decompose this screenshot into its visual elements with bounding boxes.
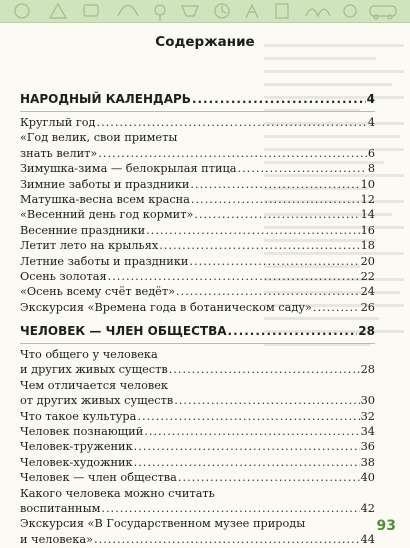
page-number: 93 xyxy=(376,518,396,534)
entry-page-number: 38 xyxy=(360,455,375,469)
toc-entry[interactable] xyxy=(20,470,375,485)
entry-title: Весенние праздники xyxy=(20,223,146,237)
dot-leader xyxy=(159,238,359,253)
section-title: НАРОДНЫЙ КАЛЕНДАРЬ xyxy=(20,92,191,106)
dot-leader xyxy=(146,223,359,238)
entry-page-number: 24 xyxy=(360,285,375,299)
banner-doodles-icon xyxy=(0,0,410,22)
entry-title: Экскурсия «Времена года в ботаническом саду» xyxy=(20,300,312,314)
entry-title: от других живых существ xyxy=(20,394,174,408)
toc-entry[interactable] xyxy=(20,238,375,253)
entry-page-number: 36 xyxy=(360,440,375,454)
dot-leader xyxy=(178,470,360,485)
dot-leader xyxy=(101,501,359,516)
dot-leader xyxy=(194,207,359,222)
dot-leader xyxy=(192,90,366,109)
dot-leader xyxy=(189,254,359,269)
entry-page-number: 4 xyxy=(367,115,375,129)
dot-leader xyxy=(174,393,359,408)
entry-title: Что такое культура xyxy=(20,409,137,423)
entry-title: Зимние заботы и праздники xyxy=(20,177,190,191)
toc-entry[interactable] xyxy=(20,284,375,299)
entry-title: «Год велик, свои приметы xyxy=(20,131,178,145)
section-gap xyxy=(20,315,375,322)
entry-page-number: 30 xyxy=(360,394,375,408)
entry-page-number: 42 xyxy=(360,501,375,515)
dot-leader xyxy=(137,409,359,424)
toc-entry[interactable] xyxy=(20,177,375,192)
dot-leader xyxy=(313,300,360,315)
section-page-number: 4 xyxy=(366,92,375,106)
toc-entry[interactable] xyxy=(20,146,375,161)
dot-leader xyxy=(228,322,358,341)
entry-page-number: 14 xyxy=(360,208,375,222)
entry-page-number: 44 xyxy=(360,532,375,546)
section-divider xyxy=(20,111,375,112)
entry-title: Человек — член общества xyxy=(20,471,177,485)
toc-entry[interactable] xyxy=(20,115,375,130)
dot-leader xyxy=(190,177,359,192)
entry-page-number: 12 xyxy=(360,192,375,206)
entry-title: Человек-труженик xyxy=(20,440,133,454)
entry-title: Осень золотая xyxy=(20,269,107,283)
entry-page-number: 10 xyxy=(360,177,375,191)
entry-title: Чем отличается человек xyxy=(20,378,168,392)
toc-section-heading[interactable] xyxy=(20,322,375,341)
entry-page-number: 22 xyxy=(360,269,375,283)
entry-title: «Весенний день год кормит» xyxy=(20,208,194,222)
dot-leader xyxy=(134,439,360,454)
toc-entry[interactable] xyxy=(20,161,375,176)
entry-title: Экскурсия «В Государственном музее природы xyxy=(20,517,306,531)
section-divider xyxy=(20,343,375,344)
entry-title: Зимушка-зима — белокрылая птица xyxy=(20,162,237,176)
decorative-banner xyxy=(0,0,410,23)
toc-entry-line[interactable] xyxy=(20,130,375,145)
toc-entry[interactable] xyxy=(20,532,375,547)
toc-entry[interactable] xyxy=(20,501,375,516)
toc-entry[interactable] xyxy=(20,455,375,470)
toc-entry[interactable] xyxy=(20,439,375,454)
entry-title: воспитанным xyxy=(20,501,101,515)
dot-leader xyxy=(191,192,360,207)
toc-entry[interactable] xyxy=(20,254,375,269)
toc-entry[interactable] xyxy=(20,424,375,439)
entry-page-number: 20 xyxy=(360,254,375,268)
toc-entry-line[interactable] xyxy=(20,347,375,362)
table-of-contents xyxy=(20,90,375,547)
entry-page-number: 32 xyxy=(360,409,375,423)
toc-entry[interactable] xyxy=(20,393,375,408)
entry-title: и человека» xyxy=(20,532,94,546)
entry-page-number: 40 xyxy=(360,471,375,485)
toc-entry[interactable] xyxy=(20,362,375,377)
entry-title: Человек-художник xyxy=(20,455,133,469)
entry-title: Летит лето на крыльях xyxy=(20,239,159,253)
entry-page-number: 6 xyxy=(367,146,375,160)
entry-page-number: 8 xyxy=(367,162,375,176)
entry-title: Круглый год xyxy=(20,115,96,129)
entry-title: и других живых существ xyxy=(20,363,168,377)
entry-page-number: 28 xyxy=(360,363,375,377)
entry-title: Летние заботы и праздники xyxy=(20,254,189,268)
toc-entry[interactable] xyxy=(20,223,375,238)
toc-entry[interactable] xyxy=(20,409,375,424)
toc-entry[interactable] xyxy=(20,192,375,207)
toc-entry[interactable] xyxy=(20,207,375,222)
entry-title: Какого человека можно считать xyxy=(20,486,215,500)
section-title: ЧЕЛОВЕК — ЧЛЕН ОБЩЕСТВА xyxy=(20,324,227,339)
dot-leader xyxy=(94,532,360,547)
dot-leader xyxy=(98,146,366,161)
section-page-number: 28 xyxy=(358,324,375,339)
entry-page-number: 16 xyxy=(360,223,375,237)
entry-page-number: 18 xyxy=(360,239,375,253)
entry-title: знать велит» xyxy=(20,146,98,160)
entry-title: Что общего у человека xyxy=(20,348,158,362)
entry-title: «Осень всему счёт ведёт» xyxy=(20,285,176,299)
toc-entry-line[interactable] xyxy=(20,378,375,393)
dot-leader xyxy=(176,284,360,299)
toc-entry[interactable] xyxy=(20,269,375,284)
entry-page-number: 34 xyxy=(360,425,375,439)
toc-section-heading[interactable] xyxy=(20,90,375,109)
entry-title: Матушка-весна всем красна xyxy=(20,192,190,206)
entry-title: Человек познающий xyxy=(20,425,144,439)
toc-entry[interactable] xyxy=(20,300,375,315)
entry-page-number: 26 xyxy=(360,300,375,314)
toc-entry-line[interactable] xyxy=(20,486,375,501)
toc-entry-line[interactable] xyxy=(20,516,375,531)
dot-leader xyxy=(97,115,367,130)
dot-leader xyxy=(144,424,359,439)
page-title: Содержание xyxy=(155,34,255,50)
dot-leader xyxy=(108,269,360,284)
dot-leader xyxy=(169,362,360,377)
dot-leader xyxy=(134,455,360,470)
dot-leader xyxy=(238,161,367,176)
